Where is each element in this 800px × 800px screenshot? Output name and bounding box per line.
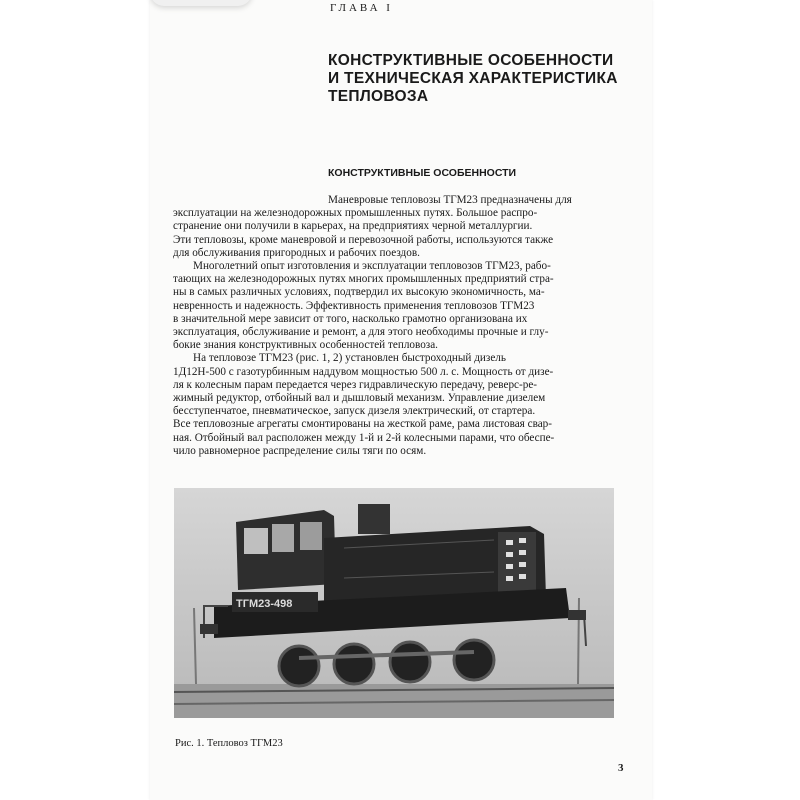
page-number: 3 [618, 762, 624, 774]
locomotive-number-text: ТГМ23-498 [236, 598, 293, 610]
text-line: Эти тепловозы, кроме маневровой и перевозочной работы, используются также [173, 233, 554, 246]
text-line: жимный редуктор, отбойный вал и дышловый механизм. Управление дизелем [173, 392, 546, 405]
title-line: ТЕПЛОВОЗА [328, 88, 429, 105]
text-line: Все тепловозные агрегаты смонтированы на жесткой раме, рама листовая свар- [173, 418, 552, 431]
text-line: тающих на железнодорожных путях многих промышленных предприятий стра- [173, 273, 554, 286]
locomotive-illustration [174, 488, 614, 718]
text-line: На тепловозе ТГМ23 (рис. 1, 2) установлен быстроходный дизель [193, 352, 506, 365]
text-line: ля к колесным парам передается через гидравлическую передачу, реверс-ре- [173, 378, 538, 391]
text-line: 1Д12Н-500 с газотурбинным наддувом мощностью 500 л. с. Мощность от дизе- [173, 365, 554, 378]
title-line: КОНСТРУКТИВНЫЕ ОСОБЕННОСТИ [328, 52, 614, 69]
text-line: невренность и надежность. Эффективность применения тепловозов ТГМ23 [173, 299, 535, 312]
text-line: Маневровые тепловозы ТГМ23 предназначены для [328, 194, 572, 206]
text-line: ная. Отбойный вал расположен между 1-й и 2-й колесными парами, что обеспе- [173, 431, 555, 444]
text-line: Многолетний опыт изготовления и эксплуатации тепловозов ТГМ23, рабо- [193, 260, 551, 273]
text-line: эксплуатации на железнодорожных промышленных путях. Большое распро- [173, 207, 538, 220]
locomotive-photo [174, 488, 614, 718]
body-text [173, 194, 628, 458]
text-line: бокие знания конструктивных особенностей тепловоза. [173, 339, 438, 352]
section-heading: КОНСТРУКТИВНЫЕ ОСОБЕННОСТИ [328, 167, 517, 179]
text-line: ны в самых различных условиях, подтвердил их высокую экономичность, ма- [173, 286, 545, 299]
viewer-tab[interactable] [150, 0, 252, 6]
title-line: И ТЕХНИЧЕСКАЯ ХАРАКТЕРИСТИКА [328, 70, 618, 87]
chapter-title [328, 52, 648, 106]
text-line: в значительной мере зависит от того, насколько грамотно организована их [173, 312, 528, 325]
text-line: бесступенчатое, пневматическое, запуск дизеля электрический, от стартера. [173, 405, 536, 418]
chapter-label: ГЛАВА I [330, 2, 393, 14]
text-line: для обслуживания пригородных и рабочих поездов. [173, 246, 420, 259]
text-line: чило равномерное распределение силы тяги по осям. [173, 444, 427, 457]
figure-caption: Рис. 1. Тепловоз ТГМ23 [175, 738, 283, 749]
text-line: странение они получили в карьерах, на предприятиях черной металлургии. [173, 220, 533, 233]
text-line: эксплуатация, обслуживание и ремонт, а для этого необходимы прочные и глу- [173, 326, 549, 339]
